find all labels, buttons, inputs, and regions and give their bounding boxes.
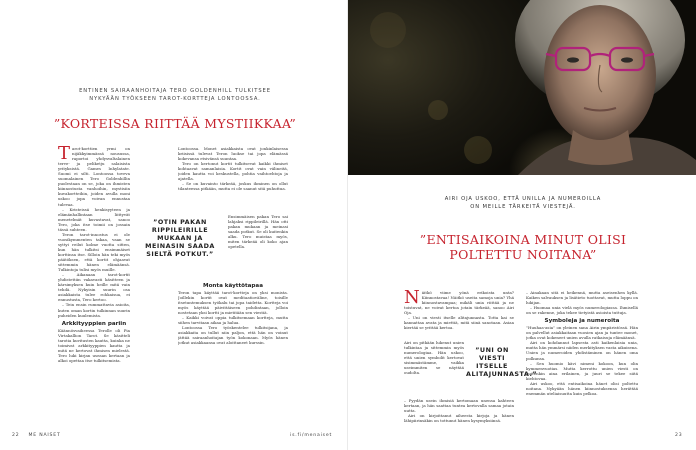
portrait-illustration (348, 0, 696, 175)
headline-line-1: ”ENTISAIKOINA MINUT OLISI (419, 232, 627, 247)
article-paragraph: – Uni on viesti itselle alitajunnasta. Totta kai se kannattaa avata ja miettiä, mitä siinä sanotaan. Asiaa kiertää se yrittää kertoa. (404, 315, 514, 331)
article-paragraph: ”Huuhaa-asia” on yleinen sana Airin ympäristössä. Hän on palvellut asiakkaitaan vuosien ajan ja tuntee monet, jotka ovat kokeneet unien avulla ratkaisuja elämäänsä. (526, 325, 638, 341)
photo-caption (388, 196, 658, 211)
right-headline (378, 232, 668, 262)
article-paragraph: – Sen huomio kävi nimeni kokoon, kun olin kymmenvuotias. Mutta kerrottu unien viesti on kuitenkin aina erilainen, ja juuri se tekee siitä kiehtovaa. (526, 360, 638, 381)
folio-url: is.fi/menaiset (290, 433, 333, 438)
right-column-1-bottom (404, 398, 514, 438)
page-number: 22 (12, 433, 20, 438)
headline-line-2: POLTETTU NOITANA” (449, 247, 597, 262)
article-paragraph: Airi on pitkään lukenut unien tulkintaa ja sittemmin myös numerologiaa. Hän uskoo, että unien symbolit kertovat sisimmästämme, vaikka useimmiten se näyttää oudolta. (404, 340, 464, 376)
article-paragraph: – Pyydän usein ihmisiä kertomaan unensa kahteen kertaan, ja hän saattaa tuntea kertovalla samaa jotain uutta. (404, 398, 514, 414)
article-paragraph: Näitkö viime yönä erikoista unta? Kiinnostavaa! Näitkö useita samoja unia? Yhä kiinnostavampaa; mikäli unia riittää ja ne toistuvat, ne voivat kertoa jotain tärkeää, sanoo Airi Oja. (404, 290, 514, 316)
article-paragraph: – Kaikki voivat oppia tulkitsemaan kortteja, mutta siihen tarvitaan aikaa ja halua. (178, 315, 288, 326)
right-folio: 23 (675, 433, 683, 438)
left-kicker (40, 88, 310, 103)
article-paragraph: Käännösvaiheessa Terolle oli Pia Virtakallion Tarot. Se käsitteli tarotia kuvitusten kautta, kuinka ne toimivat arkkityyppien kautta ja mitä ne kertovat ihmisen mielestä. Tero luki kirjan useaan kertaan ja alkoi opettaa itse tulkitsemista. (58, 327, 130, 363)
portrait-photo (348, 0, 696, 175)
kicker-line-1: ENTINEN SAIRAANHOITAJA TERO GOLDENHILL TULKITSEE (79, 88, 271, 94)
article-paragraph: – Kristeissä henkisyyteen ja elämänhallintaan liittyvät menetelmät kuvastavat, sanoo Tero, joka itse toimii on jossain tässä suhteen. (58, 206, 130, 232)
article-paragraph: Airi uskoo, että entisaikoina hänet olisi poltettu noitana. Nykyään hänen kiinnostuksensa herättää enemmän uteliaisuutta kuin pelkoa. (526, 380, 638, 396)
article-paragraph: – Huomaa unia vielä myös numerologiassa. Ihmisellä on se rakenne, joka tekee tietyistä asioista tuttuja. (526, 305, 638, 316)
article-paragraph: Ensimmäisen pakan Tero sai lahjaksi rippileirillä. Hän otti pakan mukaan ja meinasi saada potkut. Se oli kuitenkin alku. Tero muistaa myös, miten tärkeää oli koko ajan opetella. (228, 214, 288, 250)
article-paragraph: Airi on kohdannut lapsesta asti kaikenlaisia unia, mutta hän ymmärsi niiden merkityksen vasta aikuisena. Unien ja numeroiden yhdistäminen on hänen oma polkunsa. (526, 340, 638, 361)
left-headline: ”KORTEISSA RIITTÄÄ MYSTIIKKAA” (53, 116, 297, 131)
article-paragraph: – Ainakaan sitä ei heikennä, mutta aseisenhen kyllä. Kaiken salvauksen ja lisätieto tuottavat, mutta loppu on lukijan. (526, 290, 638, 306)
article-paragraph: Teron tarot-innostus ei ole vuosikymmenten takaa, vaan se syttyi reilut kolme vuotta sitten, kun hän tulkitsi ensimmäiset korttinsa itse. Silloin hän teki myös päätöksen, että kortit ohjaavat sittemmin hänen elämäänsä. Tulkintoja tulisi myös muille. (58, 231, 130, 273)
right-column-1-side (404, 340, 464, 396)
left-column-1 (58, 146, 130, 436)
left-pull-quote: ”OTIN PAKAN RIPPILEIRILLE MUKAAN JA MEINASIN SAADA SIELTÄ POTKUT.” (145, 218, 215, 258)
right-page (348, 0, 696, 450)
subhead-symboleja: Symboleja ja numeroita (544, 318, 620, 325)
caption-line-2: ON MEILLE TÄRKEITÄ VIESTEJÄ. (470, 203, 576, 210)
article-paragraph: Tero on kertonut kortit tulkitsevat kaikki ihmiset kohtaavat samanlaisia. Kortit ovat vain välineitä, joiden kautta voi keskustella, pohtia vaihtoehtoja ja ajatella. (178, 161, 288, 182)
kicker-line-2: NYKYÄÄN TYÖKSEEN TAROT-KORTTEJA LONTOOSSA. (89, 95, 261, 102)
left-folio (12, 433, 61, 438)
article-paragraph: – Aikanaan tarot-kortit yhdistettiin vakavasti käsitteen ja kärsimyksen kuin heille mitä vain tehdä. Nykyisin suurin osa asiakkaista tulee rohkaisua, ei ennustusta, Tero kertoo. (58, 272, 130, 303)
right-column-1-top (404, 290, 514, 338)
article-paragraph: – Tein ensin rummattavia asioita, kuten oman kortin tulkinnan suurin puheiden kuulemista. (58, 302, 130, 318)
subhead-arkkityyppien: Arkkityyppien pariin (61, 320, 127, 327)
left-column-2-bottom (178, 280, 288, 436)
subhead-monta: Monta käyttötapaa (203, 283, 263, 289)
article-paragraph: Tarot-korttien yrmi on nijäkkyimmässä nousussa, raportoi yhdysvaltalainen terve- ja peliketju salaisista yrityksistä. Games Inhylatate. Suomi ei silti. Lontoossa toveva suomalainen Tero Goldenhillin puolestaan on se, joka on ihmisten kiinnostusta vanhoihin, mystisiin kuvakortteihin, joiden avulla moni uskoo jopa voivan ennustaa tulevaa. (58, 146, 130, 207)
drop-cap: T (58, 146, 71, 164)
article-paragraph: – Se on kuvainto tärkeää, joskus ihminen on ollut tilanteessa pitkään, mutta ei ole saanut sitä puhuttua. (178, 181, 288, 192)
right-column-2 (526, 290, 638, 438)
drop-cap: N (404, 290, 420, 308)
article-paragraph: Teron tapa käyttää tarot-kortteja on yksi monista. Joillekin kortit ovat meditaatioväline, toisille itsetuntemuksen työkalu tai jopa taidetta. Kortteja voi myös käyttää päivittäiseen pohdintaan, jolloin nostetaan yksi kortti ja mietitään sen viestiä. (178, 290, 288, 316)
article-paragraph: Lontoossa Tero työskentelee tulkitsijana, ja asiakkaita on tullut niin paljon, että hän on voinut jättää sairaanhoitajan työn kokonaan. Myös hänen jotkut asiakkaansa ovat aloittaneet kurssin. (178, 325, 288, 346)
right-pull-quote: ”UNI ON VIESTI ITSELLE ALITAJUNNASTA.” (466, 346, 538, 378)
left-column-2-side (228, 214, 288, 278)
magazine-name: ME NAISET (28, 433, 61, 438)
left-column-2-top (178, 146, 288, 211)
caption-line-1: AIRI OJA USKOO, ETTÄ UNILLA JA NUMEROILLA (444, 196, 602, 202)
article-paragraph: Airi on kirjoittanut aiheesta kirjoja ja hänen lähipiirinsäkin on tottunut hänen kysymyksiinsä. (404, 413, 514, 424)
article-paragraph: Lontoossa. Monet asiakkaista ovat jonkinlaisessa kriisissä tulevat Teron luokse tai jopa elämässä kokevansa etsivänsä suuntaa. (178, 146, 288, 162)
